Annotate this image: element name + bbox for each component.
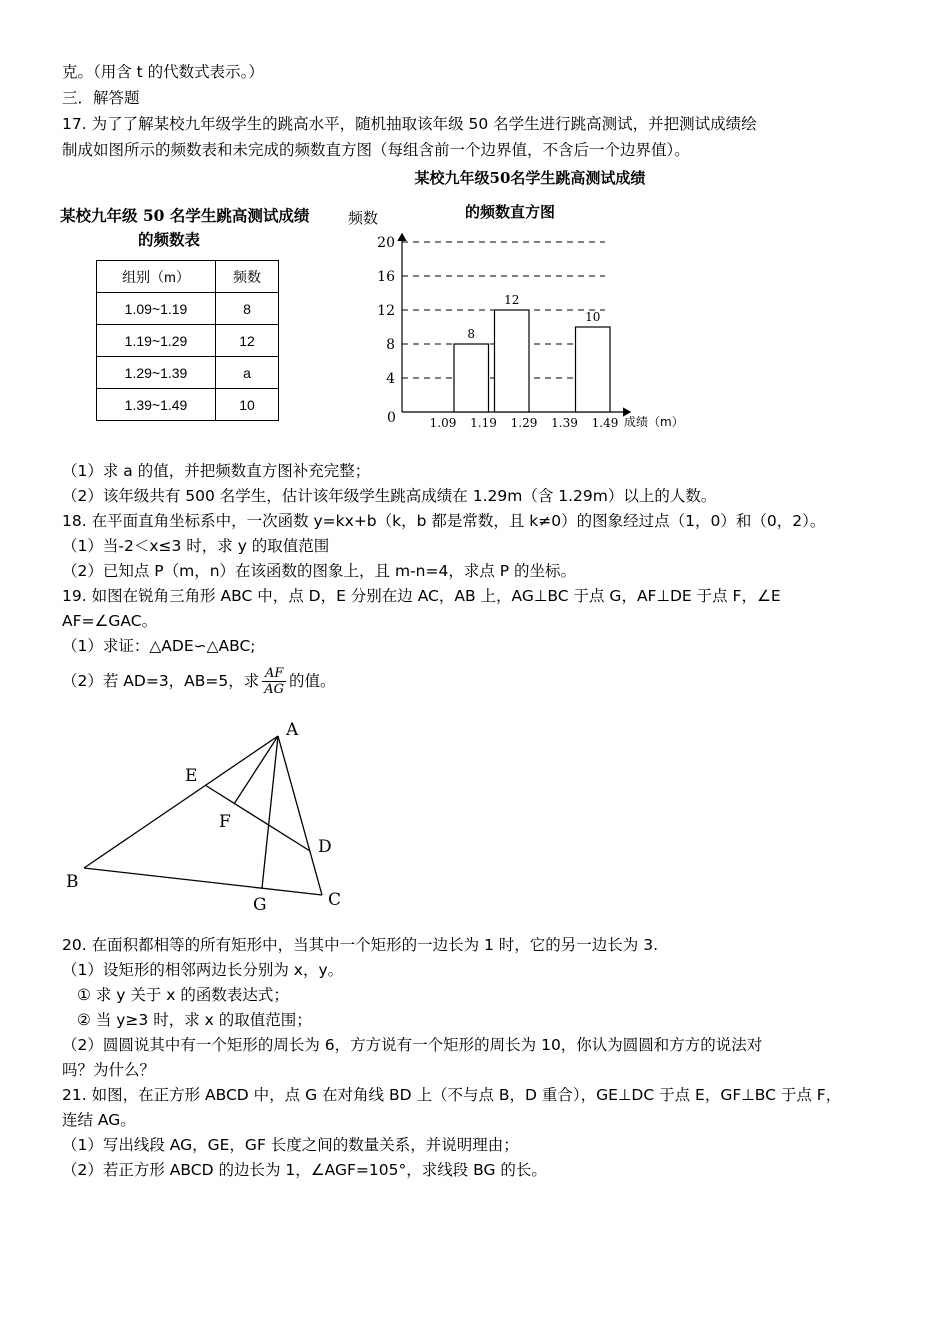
question-20-part-2: 吗？为什么？ — [62, 1061, 156, 1079]
point-label-c: C — [328, 890, 342, 910]
table-cell: 10 — [216, 389, 279, 421]
y-tick-label: 8 — [386, 337, 395, 353]
chart-title: 某校九年级50名学生跳高测试成绩 — [414, 169, 646, 187]
question-20-part-1: （1）设矩形的相邻两边长分别为 x，y。 — [62, 961, 344, 979]
x-axis-label: 成绩（m） — [624, 415, 684, 429]
histogram-bar — [576, 327, 611, 412]
table-cell: 1.39~1.49 — [97, 389, 216, 421]
x-tick-label: 1.49 — [591, 416, 619, 430]
point-label-e: E — [185, 766, 198, 786]
fraction-numerator: AF — [262, 666, 286, 682]
x-tick-label: 1.19 — [470, 416, 497, 430]
y-tick-label: 4 — [386, 371, 395, 387]
question-21-part-1: （1）写出线段 AG，GE，GF 长度之间的数量关系，并说明理由； — [62, 1136, 519, 1154]
question-20-part-2: （2）圆圆说其中有一个矩形的周长为 6，方方说有一个矩形的周长为 10，你认为圆圆和方方的说法对 — [62, 1036, 763, 1054]
table-row — [97, 389, 279, 421]
origin-label: 0 — [387, 410, 396, 426]
question-19-part-2-text: 的值。 — [289, 672, 336, 690]
bar-value-label: 8 — [467, 327, 476, 341]
question-19-part-1: （1）求证：△ADE∽△ABC; — [62, 637, 256, 655]
fraction-af-ag — [262, 666, 286, 697]
point-label-f: F — [219, 812, 231, 832]
question-19-part-2 — [62, 666, 336, 697]
question-21-text: 连结 AG。 — [62, 1111, 136, 1129]
y-tick-label: 12 — [377, 303, 395, 319]
table-cell: 12 — [216, 325, 279, 357]
table-header-row — [97, 261, 279, 293]
table-row — [97, 293, 279, 325]
fraction-denominator: AG — [264, 682, 285, 697]
segment-ac — [278, 736, 322, 895]
table-title: 某校九年级 50 名学生跳高测试成绩 — [60, 206, 310, 225]
question-20-part-1a: ① 求 y 关于 x 的函数表达式； — [77, 986, 289, 1004]
question-19-part-2-text: （2）若 AD=3，AB=5，求 — [62, 672, 260, 690]
y-tick-label: 16 — [377, 269, 395, 285]
point-label-g: G — [253, 895, 267, 915]
section-heading: 三．解答题 — [62, 89, 140, 107]
text-line: 克。（用含 t 的代数式表示。） — [62, 63, 264, 81]
histogram-chart — [340, 164, 700, 444]
question-18-part-1: （1）当-2＜x≤3 时，求 y 的取值范围 — [62, 537, 330, 555]
table-row — [97, 325, 279, 357]
y-tick-label: 20 — [377, 235, 395, 251]
segment-ag — [262, 736, 278, 888]
x-tick-label: 1.09 — [429, 416, 457, 430]
table-header-cell: 频数 — [216, 261, 279, 293]
question-17-part-2: （2）该年级共有 500 名学生，估计该年级学生跳高成绩在 1.29m（含 1.29m）以上的人数。 — [62, 487, 717, 505]
table-cell: a — [216, 357, 279, 389]
chart-subtitle: 的频数直方图 — [464, 203, 556, 221]
point-label-b: B — [66, 872, 79, 892]
segment-ab — [84, 736, 278, 868]
segment-bc — [84, 868, 322, 895]
histogram-bar — [495, 310, 530, 412]
bar-value-label: 10 — [585, 310, 601, 324]
question-18-part-2: （2）已知点 P（m，n）在该函数的图象上，且 m-n=4，求点 P 的坐标。 — [62, 562, 577, 580]
question-17-text: 17. 为了了解某校九年级学生的跳高水平，随机抽取该年级 50 名学生进行跳高测试，并把测试成绩绘 — [62, 115, 757, 133]
bar-value-label: 12 — [504, 293, 520, 307]
x-tick-label: 1.39 — [551, 416, 578, 430]
y-axis-label: 频数 — [348, 209, 379, 227]
question-20-text: 20. 在面积都相等的所有矩形中，当其中一个矩形的一边长为 1 时，它的另一边长为 3. — [62, 936, 659, 954]
x-tick-label: 1.29 — [510, 416, 538, 430]
histogram-bar — [454, 344, 489, 412]
question-18-text: 18. 在平面直角坐标系中，一次函数 y=kx+b（k，b 都是常数，且 k≠0）的图象经过点（1，0）和（0，2）。 — [62, 512, 826, 530]
point-label-a: A — [286, 720, 299, 740]
table-title: 的频数表 — [138, 230, 201, 249]
table-header-cell: 组别（m） — [97, 261, 216, 293]
question-17-part-1: （1）求 a 的值，并把频数直方图补充完整； — [62, 462, 371, 480]
question-19-text: 19. 如图在锐角三角形 ABC 中，点 D，E 分别在边 AC，AB 上，AG⊥BC 于点 G，AF⊥DE 于点 F，∠E — [62, 587, 781, 605]
question-20-part-1b: ② 当 y≥3 时，求 x 的取值范围； — [77, 1011, 312, 1029]
table-cell: 1.09~1.19 — [97, 293, 216, 325]
table-cell: 1.29~1.39 — [97, 357, 216, 389]
question-19-text: AF=∠GAC。 — [62, 612, 158, 630]
table-cell: 8 — [216, 293, 279, 325]
question-21-part-2: （2）若正方形 ABCD 的边长为 1，∠AGF=105°，求线段 BG 的长。 — [62, 1161, 547, 1179]
frequency-table — [96, 260, 279, 421]
table-cell: 1.19~1.29 — [97, 325, 216, 357]
point-label-d: D — [318, 837, 332, 857]
triangle-figure — [60, 712, 360, 917]
question-21-text: 21. 如图，在正方形 ABCD 中，点 G 在对角线 BD 上（不与点 B，D 重合），GE⊥DC 于点 E，GF⊥BC 于点 F， — [62, 1086, 842, 1104]
question-17-text: 制成如图所示的频数表和未完成的频数直方图（每组含前一个边界值，不含后一个边界值）。 — [62, 141, 690, 159]
table-row — [97, 357, 279, 389]
